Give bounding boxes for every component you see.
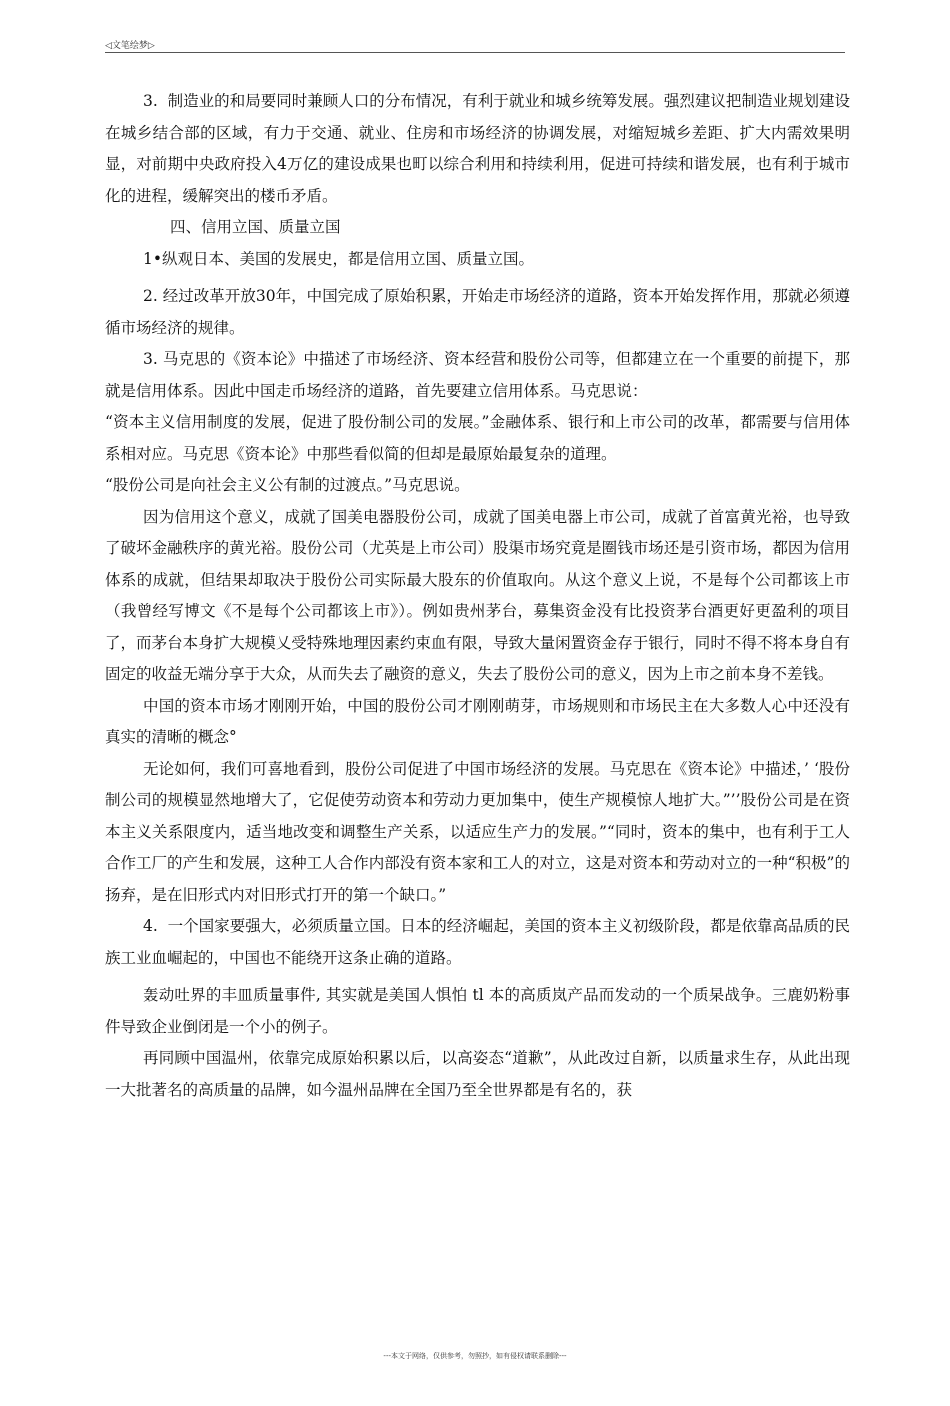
paragraph-quality-war: 轰动吐界的丰皿质量事件, 其实就是美国人惧怕 tl 本的高质岚产品而发动的一个质杲战争。三鹿奶粉事件导致企业倒闭是一个小的例子。: [105, 986, 850, 1036]
header-divider: [105, 52, 845, 53]
paragraph-point-4: 4. 一个国家要强大，必须质量立国。日本的经济崛起，美国的资本主义初级阶段，都是依靠高品质的民族工业血崛起的，中国也不能绕开这条止确的道路。: [105, 917, 850, 967]
paragraph-wenzhou: 再同顾中国温州，依靠完成原始积累以后，以高姿态“道歉”，从此改过自新，以质量求生存，从此出现一大批著名的高质量的品牌，如今温州品牌在全国乃至全世界都是有名的，获: [105, 1049, 850, 1099]
paragraph-marx-quote-credit: “资本主义信用制度的发展，促进了股份制公司的发展。”金融体系、银行和上市公司的改革，都需要与信用体系相对应。马克思《资本论》中那些看似简的但却是最原始最复杂的道理。: [105, 413, 850, 463]
paragraph-point-3: 3. 马克思的《资本论》中描述了市场经济、资本经营和股份公司等，但都建立在一个重要的前提下，那就是信用体系。因此中国走币场经济的道路，首先要建立信用体系。马克思说：: [105, 350, 850, 400]
paragraph-capital-market: 中国的资本市场才刚刚开始，中国的股份公司才刚刚萌芽，市场规则和市场民主在大多数人心中还没有真实的清晰的概念°: [105, 696, 850, 746]
paragraph-joint-stock: 无论如何，我们可喜地看到，股份公司促进了中国市场经济的发展。马克思在《资本论》中描述，’ ‘股份制公司的规模显然地增大了，它促使劳动资本和劳动力更加集中，使生产规模惊人地扩大。”’’股份公司是在资本主义关系限度内，适当地改变和调整生产关系，以适应生产力的发展。”“同时，资本的集中，也有利于工人合作工厂的产生和发展，这种工人合作内部没有资本家和工人的对立，这是对资本和劳动对立的一种“积极”的扬弃，是在旧形式内对旧形式打开的第一个缺口。”: [105, 759, 850, 904]
section-heading-credit-quality: 四、信用立国、质量立国: [170, 218, 341, 236]
paragraph-manufacturing-layout: 3. 制造业的和局要同时兼顾人口的分布情况，有利于就业和城乡统筹发展。强烈建议把制造业规划建设在城乡结合部的区域，有力于交通、就业、住房和市场经济的协调发展，对缩短城乡差距、扩大内需效果明显，对前期中央政府投入4万亿的建设成果也町以综合利用和持续利用，促进可持续和谐发展，也有利于城市化的进程，缓解突出的楼币矛盾。: [105, 92, 850, 205]
paragraph-gome-example: 因为信用这个意义，成就了国美电器股份公司，成就了国美电器上市公司，成就了首富黄光裕，也导致了破坏金融秩序的黄光裕。股份公司（尤英是上市公司）股渠市场究竟是圈钱市场还是引资市场，都因为信用体系的成就，但结果却取决于股份公司实际最大股东的价值取向。从这个意义上说，不是每个公司都该上市（我曾经写博文《不是每个公司都该上市》）。例如贵州茅台，募集资金没有比投资茅台酒更好更盈利的项目了，而茅台本身扩大规模乂受特殊地理因素约束血有限，导致大量闲置资金存于银行，同时不得不将本身自有固定的收益无端分享于大众，从而失去了融资的意义，失去了股份公司的意义，因为上市之前本身不差钱。: [105, 507, 850, 683]
page-header: ◁文笔绘梦▷: [105, 41, 155, 51]
document-body: [105, 86, 850, 1106]
paragraph-marx-quote-shares: “股份公司是向社会主义公有制的过渡点。”马克思说。: [105, 476, 470, 494]
page-footer: ---本文于网络，仅供参考，勿照抄，如有侵权请联系删除---: [383, 1352, 567, 1360]
paragraph-point-1: 1•纵观日本、美国的发展史，都是信用立国、质量立国。: [143, 249, 535, 268]
paragraph-point-2: 2. 经过改革开放30年，中国完成了原始积累，开始走市场经济的道路，资本开始发挥作用，那就必须遵循市场经济的规律。: [105, 287, 850, 337]
